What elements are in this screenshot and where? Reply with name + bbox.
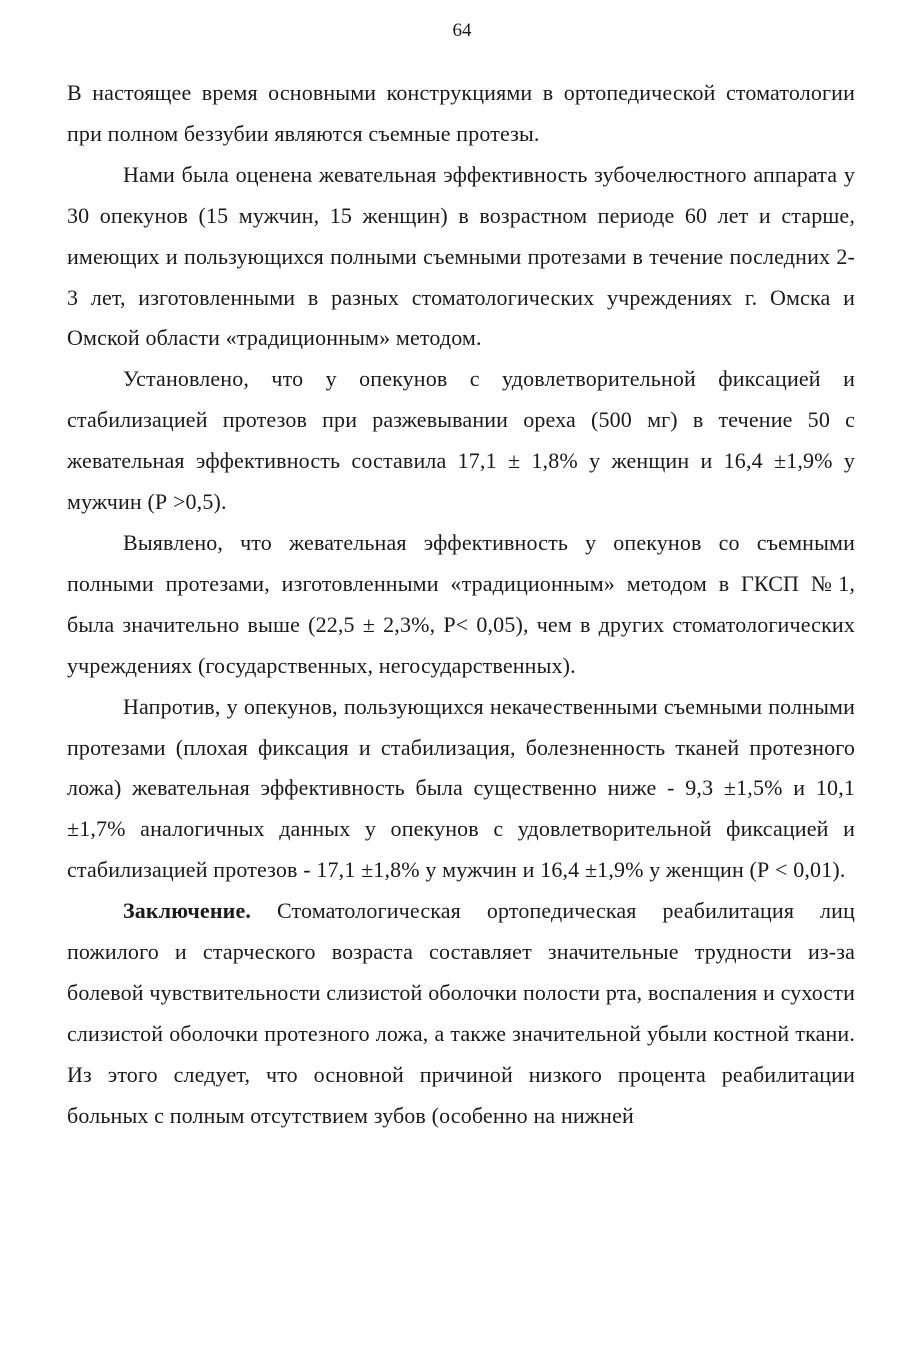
paragraph-5: Напротив, у опекунов, пользующихся некачественными съемными полными протезами (плохая фиксация и стабилизация, болезненность тканей протезного ложа) жевательная эффективность была существенно ниже - 9,3 ±1,5% и 10,1 ±1,7% аналогичных данных у опекунов с удовлетворительной фиксацией и стабилизацией протезов - 17,1 ±1,8% у мужчин и 16,4 ±1,9% у женщин (Р < 0,01). — [67, 693, 855, 883]
page-number: 64 — [452, 20, 472, 41]
conclusion-heading: Заключение. — [123, 898, 252, 924]
conclusion-text: Стоматологическая ортопедическая реабилитация лиц пожилого и старческого возраста составляет значительные трудности из-за болевой чувствительности слизистой оболочки полости рта, воспаления и сухости слизистой оболочки протезного ложа, а также значительной убыли костной ткани. Из этого следует, что основной причиной низкого процента реабилитации больных с полным отсутствием зубов (особенно на нижней — [67, 898, 855, 1128]
paragraph-4: Выявлено, что жевательная эффективность у опекунов со съемными полными протезами, изготовленными «традиционным» методом в ГКСП №1, была значительно выше (22,5 ± 2,3%, Р< 0,05), чем в других стоматологических учреждениях (государственных, негосударственных). — [67, 529, 855, 678]
paragraph-1: В настоящее время основными конструкциями в ортопедической стоматологии при полном беззубии являются съемные протезы. — [67, 80, 855, 146]
text-body — [67, 73, 855, 1137]
paragraph-3: Установлено, что у опекунов с удовлетворительной фиксацией и стабилизацией протезов при разжевывании ореха (500 мг) в течение 50 с жевательная эффективность составила 17,1 ± 1,8% у женщин и 16,4 ±1,9% у мужчин (Р >0,5). — [67, 366, 855, 515]
paragraph-2: Нами была оценена жевательная эффективность зубочелюстного аппарата у 30 опекунов (15 мужчин, 15 женщин) в возрастном периоде 60 лет и старше, имеющих и пользующихся полными съемными протезами в течение последних 2-3 лет, изготовленными в разных стоматологических учреждениях г. Омска и Омской области «традиционным» методом. — [67, 161, 855, 351]
conclusion-paragraph — [67, 891, 855, 1136]
